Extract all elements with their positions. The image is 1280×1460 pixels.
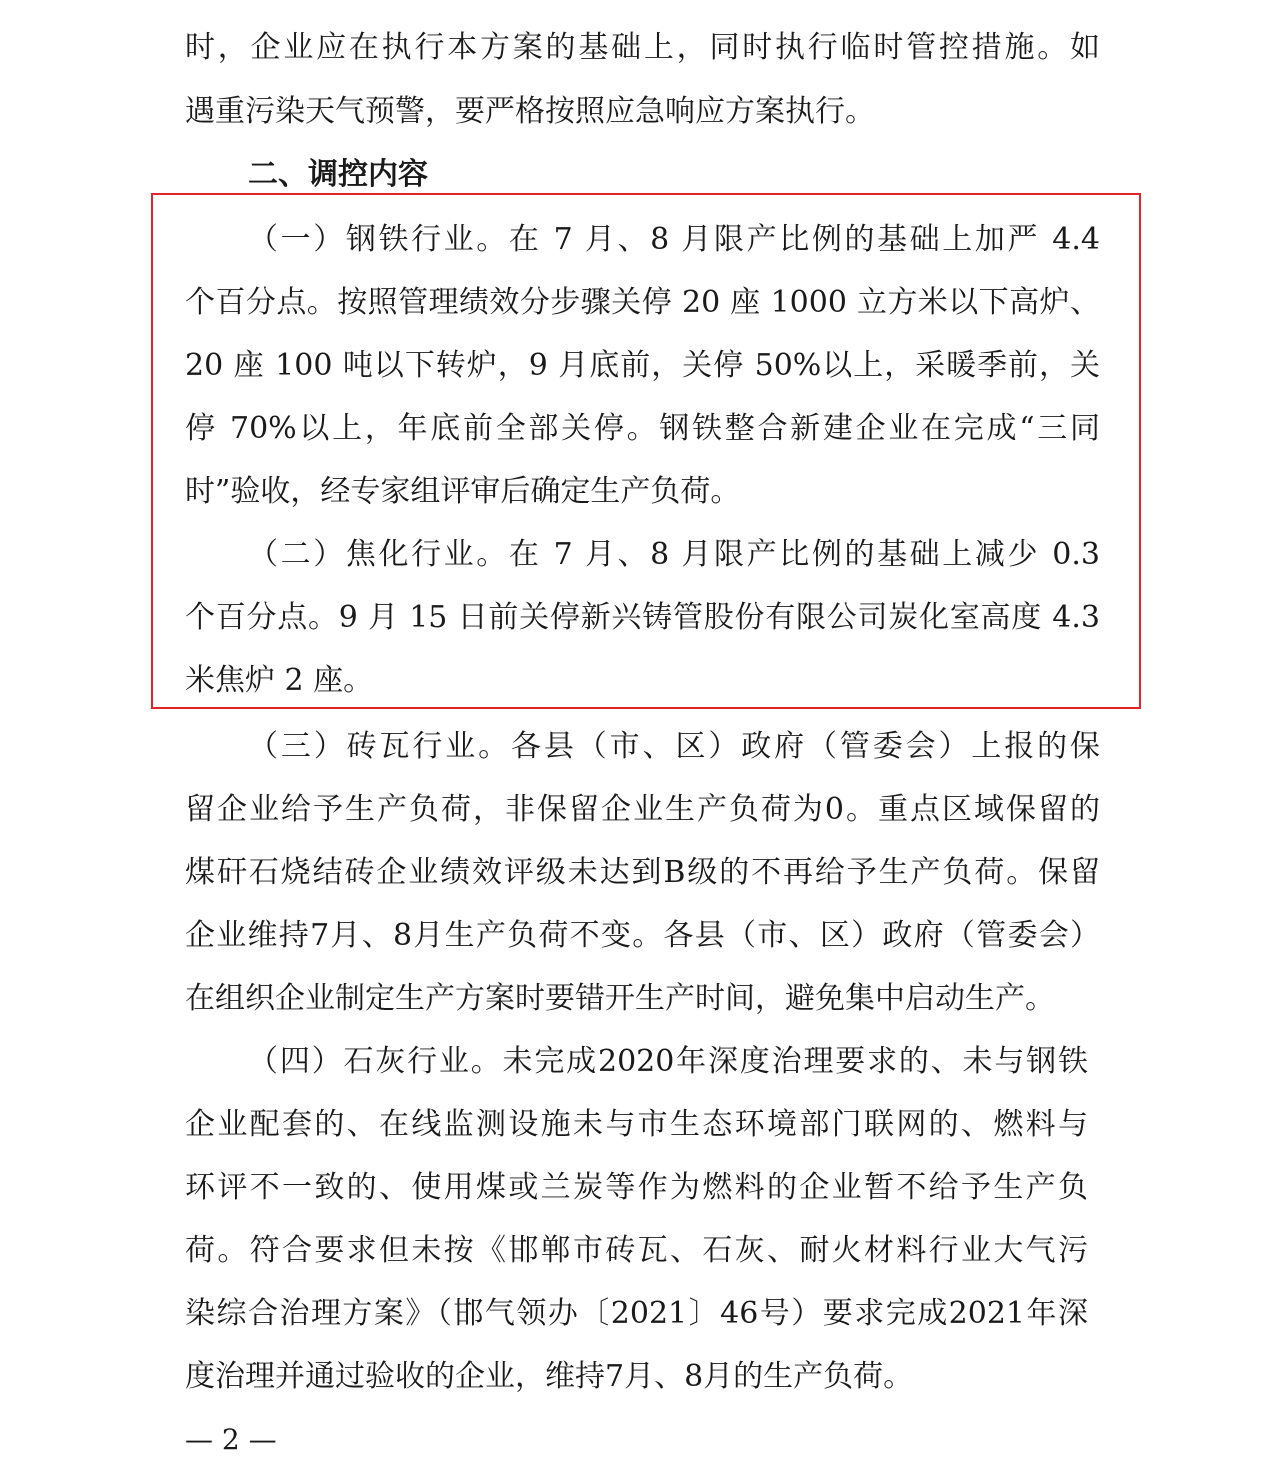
brick-line: 煤矸石烧结砖企业绩效评级未达到B级的不再给予生产负荷。保留 (185, 855, 1100, 890)
lime-line: 荷。符合要求但未按《邯郸市砖瓦、石灰、耐火材料行业大气污 (185, 1233, 1088, 1268)
steel-line: 时”验收，经专家组评审后确定生产负荷。 (185, 474, 741, 509)
steel-line: 20 座 100 吨以下转炉，9 月底前，关停 50%以上，采暖季前，关 (185, 348, 1100, 383)
brick-line: 在组织企业制定生产方案时要错开生产时间，避免集中启动生产。 (185, 981, 1055, 1016)
section-heading: 二、调控内容 (248, 157, 428, 192)
brick-line: （三）砖瓦行业。各县（市、区）政府（管委会）上报的保 (248, 729, 1100, 764)
intro-line: 遇重污染天气预警，要严格按照应急响应方案执行。 (185, 94, 875, 129)
steel-line: （一）钢铁行业。在 7 月、8 月限产比例的基础上加严 4.4 (248, 222, 1100, 257)
steel-line: 停 70%以上，年底前全部关停。钢铁整合新建企业在完成“三同 (185, 411, 1100, 446)
lime-line: 度治理并通过验收的企业，维持7月、8月的生产负荷。 (185, 1359, 914, 1394)
lime-line: （四）石灰行业。未完成2020年深度治理要求的、未与钢铁 (248, 1044, 1088, 1079)
lime-line: 染综合治理方案》（邯气领办〔2021〕46号）要求完成2021年深 (185, 1296, 1088, 1331)
steel-line: 个百分点。按照管理绩效分步骤关停 20 座 1000 立方米以下高炉、 (185, 285, 1100, 320)
page-number: — 2 — (185, 1423, 277, 1456)
coking-line: 米焦炉 2 座。 (185, 663, 374, 698)
coking-line: 个百分点。9 月 15 日前关停新兴铸管股份有限公司炭化室高度 4.3 (185, 600, 1100, 635)
brick-line: 企业维持7月、8月生产负荷不变。各县（市、区）政府（管委会） (185, 918, 1100, 953)
lime-line: 环评不一致的、使用煤或兰炭等作为燃料的企业暂不给予生产负 (185, 1170, 1088, 1205)
lime-line: 企业配套的、在线监测设施未与市生态环境部门联网的、燃料与 (185, 1107, 1088, 1142)
brick-line: 留企业给予生产负荷，非保留企业生产负荷为0。重点区域保留的 (185, 792, 1100, 827)
intro-line: 时，企业应在执行本方案的基础上，同时执行临时管控措施。如 (185, 30, 1100, 65)
coking-line: （二）焦化行业。在 7 月、8 月限产比例的基础上减少 0.3 (248, 537, 1100, 572)
